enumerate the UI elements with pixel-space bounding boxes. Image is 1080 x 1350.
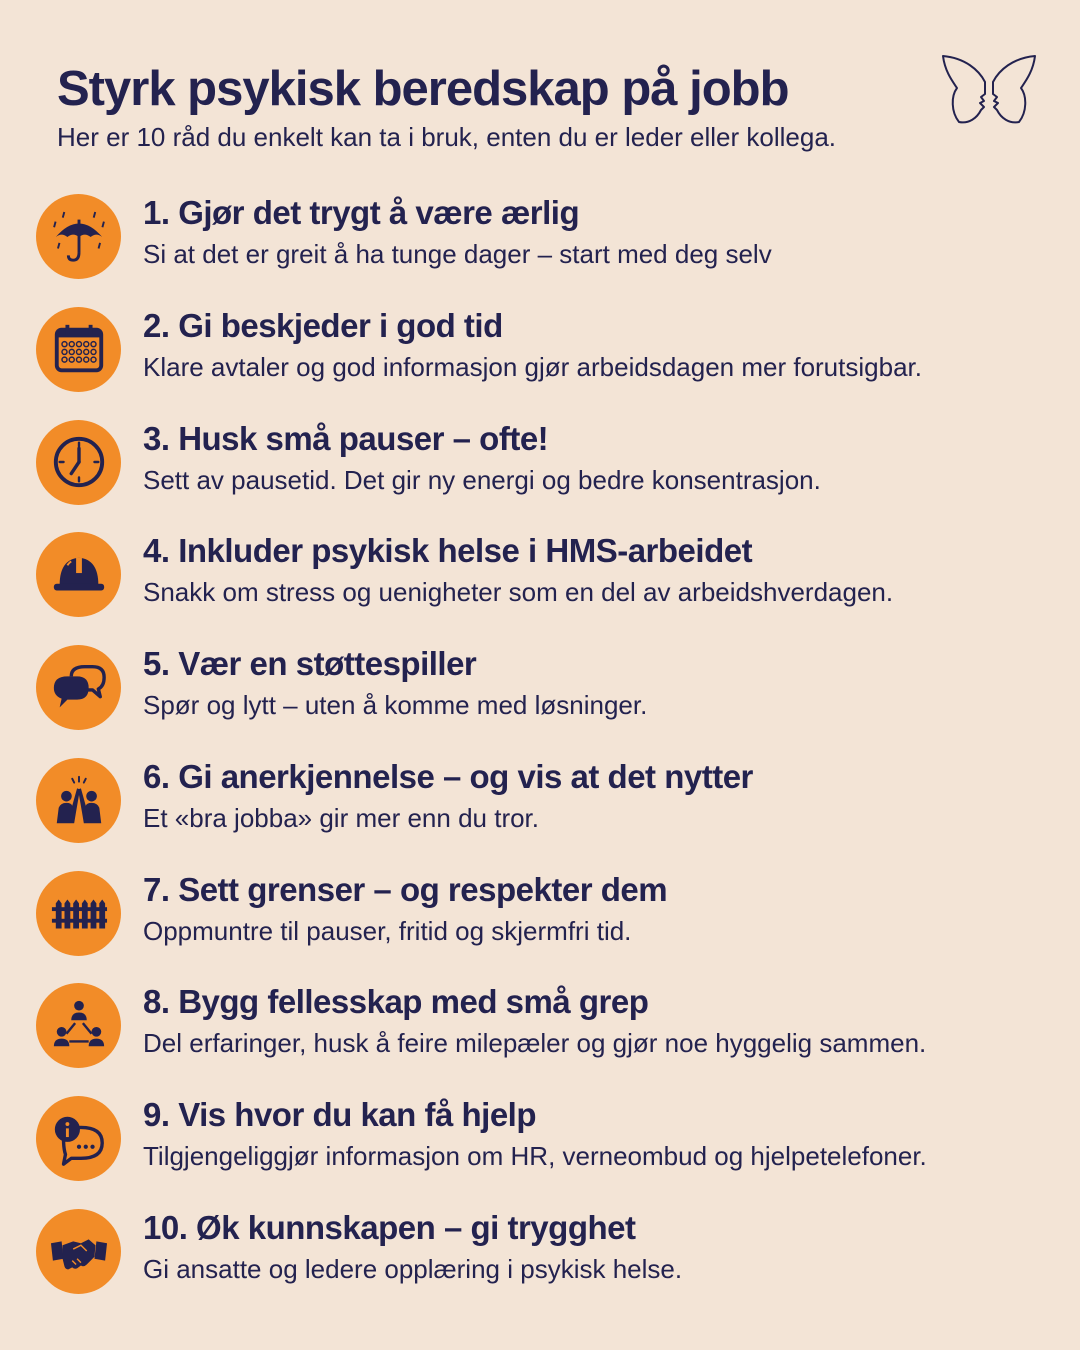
clock-icon [50,433,108,491]
tip-4-icon-circle [36,532,121,617]
handshake-icon [50,1222,108,1280]
tip-1-icon-circle [36,194,121,279]
tip-6-icon-circle [36,758,121,843]
tip-item-4 [36,522,1076,635]
speech-bubbles-icon [50,659,108,717]
header [57,58,1040,154]
info-chat-icon [50,1110,108,1168]
high-five-icon [50,771,108,829]
tip-9-title: 9. Vis hvor du kan få hjelp [143,1096,537,1133]
page-subtitle: Her er 10 råd du enkelt kan ta i bruk, enten du er leder eller kollega. [57,122,837,152]
tip-item-9 [36,1086,1076,1199]
tip-2-title: 2. Gi beskjeder i god tid [143,306,503,344]
tip-item-2 [36,297,1076,410]
tip-10-title: 10. Øk kunnskapen – gi trygghet [143,1208,636,1246]
tip-9-icon-circle [36,1096,121,1181]
umbrella-rain-icon [50,208,108,266]
tip-1-description: Si at det er greit å ha tunge dager – start med deg selv [143,239,772,269]
page-title: Styrk psykisk beredskap på jobb [57,62,789,116]
hard-hat-icon [50,546,108,604]
tip-5-description: Spør og lytt – uten å komme med løsninger. [143,690,648,720]
tip-3-icon-circle [36,420,121,505]
tip-10-icon-circle [36,1209,121,1294]
tip-item-10 [36,1199,1076,1312]
tip-item-8 [36,973,1076,1086]
tip-item-7 [36,861,1076,974]
fence-icon [50,884,108,942]
tip-8-title: 8. Bygg fellesskap med små grep [143,983,649,1021]
tip-3-title: 3. Husk små pauser – ofte! [143,419,549,457]
tip-6-title: 6. Gi anerkjennelse – og vis at det nytter [143,757,753,795]
calendar-icon [50,320,108,378]
tip-7-icon-circle [36,871,121,956]
tip-1-title: 1. Gjør det trygt å være ærlig [143,194,580,231]
tip-8-icon-circle [36,983,121,1068]
tip-10-description: Gi ansatte og ledere opplæring i psykisk helse. [143,1253,683,1284]
tip-3-description: Sett av pausetid. Det gir ny energi og bedre konsentrasjon. [143,464,821,495]
tip-item-1 [36,184,1076,297]
tip-2-icon-circle [36,307,121,392]
tips-list [36,184,1076,1312]
tip-2-description: Klare avtaler og god informasjon gjør arbeidsdagen mer forutsigbar. [143,351,922,382]
tip-7-title: 7. Sett grenser – og respekter dem [143,870,668,908]
tip-item-5 [36,635,1076,748]
tip-4-title: 4. Inkluder psykisk helse i HMS-arbeidet [143,532,753,570]
tip-7-description: Oppmuntre til pauser, fritid og skjermfri tid. [143,915,632,946]
tip-item-6 [36,748,1076,861]
tip-4-description: Snakk om stress og uenigheter som en del av arbeidshverdagen. [143,577,894,608]
butterfly-faces-logo-icon [935,52,1043,128]
tip-item-3 [36,410,1076,523]
tip-8-description: Del erfaringer, husk å feire milepæler og gjør noe hyggelig sammen. [143,1028,927,1059]
community-network-icon [50,997,108,1055]
tip-5-title: 5. Vær en støttespiller [143,645,477,682]
tip-5-icon-circle [36,645,121,730]
tip-9-description: Tilgjengeliggjør informasjon om HR, verneombud og hjelpetelefoner. [143,1141,927,1171]
tip-6-description: Et «bra jobba» gir mer enn du tror. [143,802,540,833]
